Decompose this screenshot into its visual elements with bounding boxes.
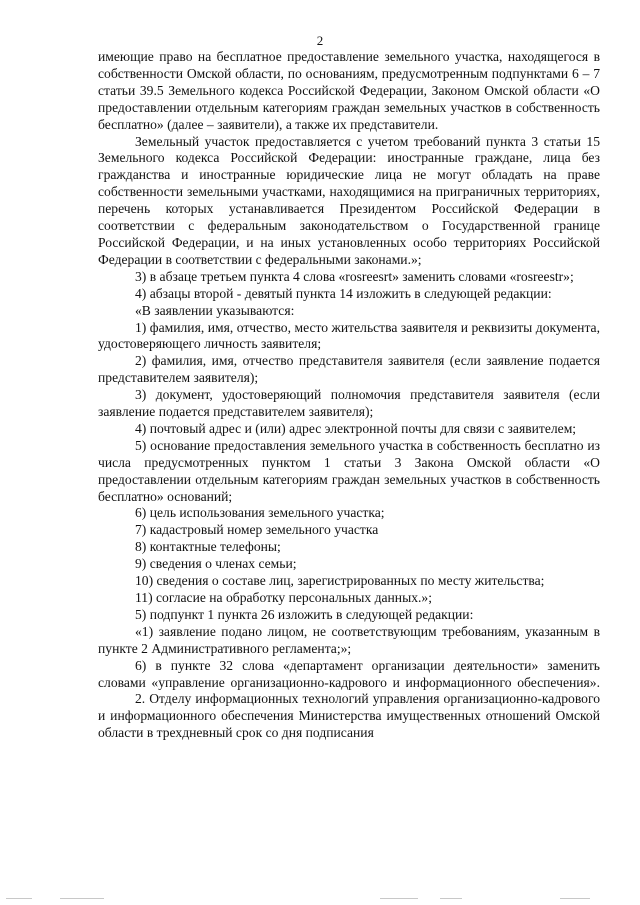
page-number: 2: [316, 33, 324, 48]
paragraph-amendment-5: 5) подпункт 1 пункта 26 изложить в следующей редакции:: [135, 606, 474, 622]
list-item-6: 6) цель использования земельного участка;: [135, 505, 385, 521]
list-item-4: 4) почтовый адрес и (или) адрес электронной почты для связи с заявителем;: [135, 420, 577, 436]
paragraph-amendment-6: 6) в пункте 32 слова «департамент организации деятельности» заменить словами «управление организационно-кадрового и информационного обеспечения».: [98, 657, 600, 690]
paragraph-land-plot-requirements: Земельный участок предоставляется с учетом требований пункта 3 статьи 15 Земельного кодекса Российской Федерации: иностранные граждане, лица без гражданства и иностранные юридические лица не могут обладать на праве собственности земельными участками, находящимися на приграничных территориях, перечень которых устанавливается Президентом Российской Федерации в соответствии с федеральным законодательством о Государственной границе Российской Федерации, и на иных установленных особо территориях Российской Федерации в соответствии с федеральными законами.»;: [98, 133, 600, 267]
paragraph-amendment-5-text: «1) заявление подано лицом, не соответствующим требованиям, указанным в пункте 2 Административного регламента;»;: [98, 623, 600, 656]
list-item-1: 1) фамилия, имя, отчество, место жительства заявителя и реквизиты документа, удостоверяющего личность заявителя;: [98, 319, 600, 352]
paragraph-amendment-3: 3) в абзаце третьем пункта 4 слова «rosreesrt» заменить словами «rosreestr»;: [135, 268, 574, 284]
list-item-7: 7) кадастровый номер земельного участка: [135, 522, 379, 538]
list-item-9: 9) сведения о членах семьи;: [135, 556, 297, 572]
list-item-10: 10) сведения о составе лиц, зарегистрированных по месту жительства;: [135, 573, 545, 589]
list-item-5: 5) основание предоставления земельного участка в собственность бесплатно из числа предусмотренных пунктом 1 статьи 3 Закона Омской области «О предоставлении отдельным категориям граждан земельных участков в собственность бесплатно» оснований;: [98, 437, 600, 504]
list-item-11: 11) согласие на обработку персональных данных.»;: [135, 590, 432, 605]
paragraph-application-intro: «В заявлении указываются:: [135, 302, 295, 318]
scan-edge-marks: [0, 896, 640, 902]
list-item-3: 3) документ, удостоверяющий полномочия представителя заявителя (если заявление подается представителем заявителя);: [98, 387, 600, 420]
paragraph-amendment-4: 4) абзацы второй - девятый пункта 14 изложить в следующей редакции:: [135, 285, 552, 301]
paragraph-item-2: 2. Отделу информационных технологий управления организационно-кадрового и информационного обеспечения Министерства имущественных отношений Омской области в трехдневный срок со дня подписания: [98, 691, 600, 741]
paragraph-applicants-continuation: имеющие право на бесплатное предоставление земельного участка, находящегося в собственности Омской области, по основаниям, предусмотренным подпунктами 6 – 7 статьи 39.5 Земельного кодекса Российской Федерации, Законом Омской области «О предоставлении отдельным категориям граждан земельных участков в собственность бесплатно» (далее – заявители), а также их представители.: [98, 49, 600, 132]
list-item-8: 8) контактные телефоны;: [135, 539, 281, 555]
list-item-2: 2) фамилия, имя, отчество представителя заявителя (если заявление подается представителем заявителя);: [98, 353, 600, 386]
document-body: [98, 49, 600, 742]
